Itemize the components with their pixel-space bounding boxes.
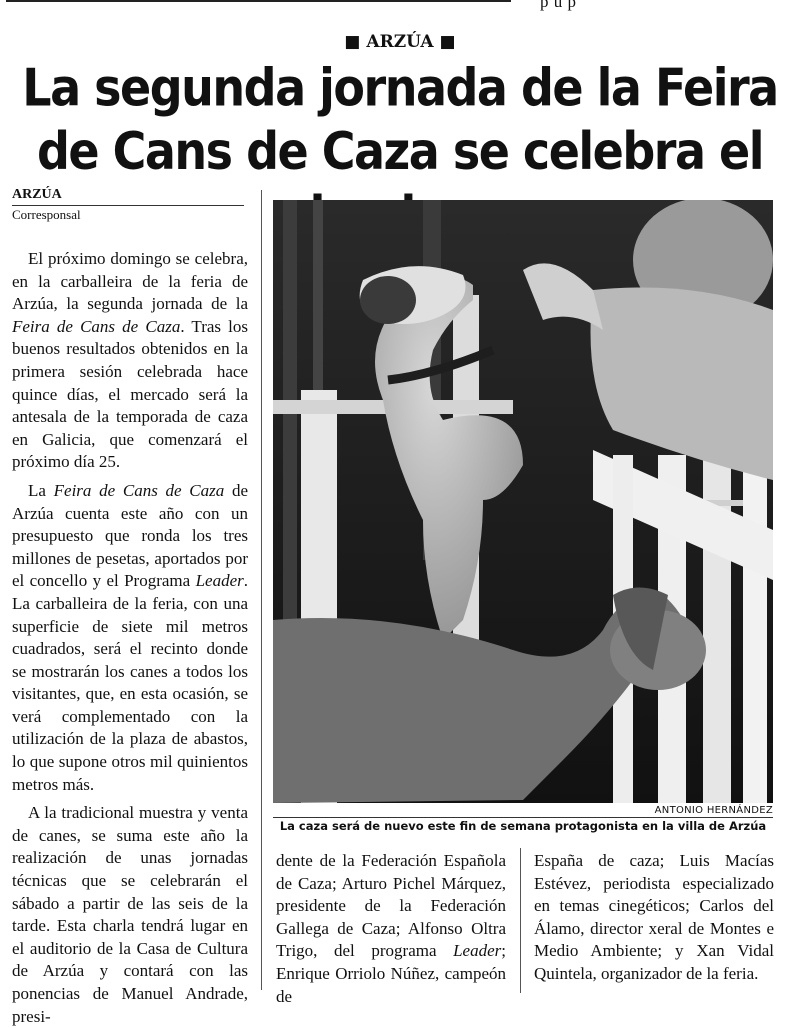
column-rule [520, 848, 521, 993]
headline: La segunda jornada de la Feira de Cans de Caza se celebra el [22, 57, 778, 182]
previous-article-fragment: p u p [540, 0, 577, 11]
caption-rule [273, 817, 773, 818]
paragraph-2: La Feira de Cans de Caza de Arzúa cuenta este año con un presupuesto que ronda los tres millones de pesetas, aportados por el concello y el Programa Leader. La carballeira de la feria, con una superficie de siete mil metros cuadrados, será el recinto donde se mostrarán los canes a todos los visitantes, que, en esta ocasión, se verá complementado con la utilización de la plaza de abastos, lo que supone otros mil quinientos metros más. [12, 480, 248, 794]
section-kicker: ■ ARZÚA ■ [344, 32, 456, 52]
paragraph-3: A la tradicional muestra y venta de canes, se suma este año la realización de unas jornadas técnicas que se celebrarán el sábado a partir de las seis de la tarde. Esta charla tendrá lugar en el auditorio de la Casa de Cultura de Arzúa y contará con las ponencias de Manuel Andrade, presi- [12, 803, 248, 1026]
article-column-2 [276, 850, 506, 1008]
dogs-at-fence-illustration [273, 200, 773, 803]
article-column-1 [12, 248, 248, 1028]
photo-caption: La caza será de nuevo este fin de semana protagonista en la villa de Arzúa [279, 819, 767, 833]
column-rule [261, 190, 262, 990]
article-column-3 [534, 850, 774, 986]
top-rule [6, 0, 511, 2]
news-photo [273, 200, 773, 803]
paragraph-continued: dente de la Federación Española de Caza; Arturo Pichel Márquez, presidente de la Federación Gallega de Caza; Alfonso Oltra Trigo, del programa Leader; Enrique Orriolo Núñez, campeón de [276, 851, 506, 1006]
byline-place: ARZÚA [12, 187, 62, 202]
paragraph-continued: España de caza; Luis Macías Estévez, periodista especializado en temas cinegéticos; Carlos del Álamo, director xeral de Montes e Medio Ambiente; y Xan Vidal Quintela, organizador de la feria. [534, 851, 774, 983]
byline-role: Corresponsal [12, 207, 81, 222]
paragraph-1: El próximo domingo se celebra, en la carballeira de la feria de Arzúa, la segunda jornada de la Feira de Cans de Caza. Tras los buenos resultados obtenidos en la primera sesión celebrada hace quince días, el mercado será la antesala de la temporada de caza en Galicia, que comenzará el próximo día 25. [12, 249, 248, 472]
photo-credit: ANTONIO HERNÁNDEZ [654, 805, 773, 816]
byline-rule [12, 205, 244, 206]
